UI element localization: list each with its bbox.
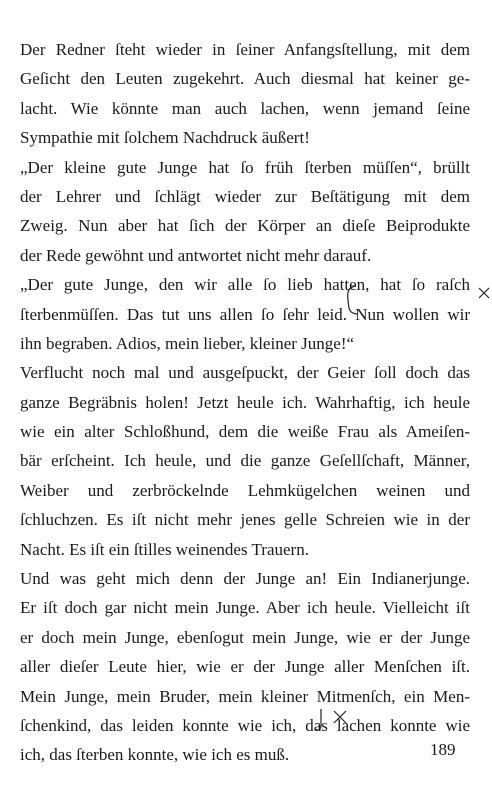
text-line: der Lehrer und ſchlägt wieder zur Beſtätigung mit dem: [20, 186, 470, 206]
text-line: „Der kleine gute Junge hat ſo früh ſterben müſſen“, brüllt: [20, 157, 470, 177]
text-line: lacht. Wie könnte man auch lachen, wenn jemand ſeine: [20, 98, 470, 118]
text-line: ſterbenmüſſen. Das tut uns allen ſo ſehr leid. Nun wollen wir: [20, 304, 470, 324]
text-line: bär erſcheint. Ich heule, und die ganze Geſellſchaft, Männer,: [20, 451, 470, 471]
text-line: Und was geht mich denn der Junge an! Ein Indianerjunge.: [20, 569, 470, 589]
text-line: ganze Begräbnis holen! Jetzt heule ich. Wahrhaftig, ich heule: [20, 392, 470, 412]
text-line: Nacht. Es iſt ein ſtilles weinendes Trauern.: [20, 539, 309, 559]
page-number: 189: [430, 740, 456, 759]
text-line: der Rede gewöhnt und antwortet nicht mehr darauf.: [20, 245, 372, 265]
text-line: ſchluchzen. Es iſt nicht mehr jenes gelle Schreien wie in der: [20, 510, 470, 530]
text-line: aller dieſer Leute hier, wie er der Junge aller Menſchen iſt.: [20, 657, 470, 677]
text-line: Mein Junge, mein Bruder, mein kleiner Mitmenſch, ein Men-: [20, 686, 470, 706]
text-line: er doch mein Junge, ebenſogut mein Junge, wie er der Junge: [20, 627, 470, 647]
text-line: Verflucht noch mal und ausgeſpuckt, der Geier ſoll doch das: [20, 363, 470, 383]
text-line: Zweig. Nun aber hat ſich der Körper an dieſe Beiprodukte: [20, 216, 470, 236]
text-line: ihn begraben. Adios, mein lieber, kleiner Junge!“: [20, 333, 355, 353]
text-line: Der Redner ſteht wieder in ſeiner Anfangsſtellung, mit dem: [20, 40, 470, 59]
text-line: ſchenkind, das leiden konnte wie ich, das lachen konnte wie: [20, 715, 470, 735]
text-line: Weiber und zerbröckelnde Lehmkügelchen weinen und: [20, 480, 470, 500]
text-line: wie ein alter Schloßhund, dem die weiße Frau als Ameiſen-: [20, 422, 470, 442]
text-line: Geſicht den Leuten zugekehrt. Auch diesmal hat keiner ge-: [20, 69, 470, 89]
hook-x-mark-icon: [312, 705, 350, 735]
x-mark-icon: [478, 287, 490, 299]
text-line: ich, das ſterben konnte, wie ich es muß.: [20, 745, 290, 765]
body-text: [20, 35, 470, 770]
text-line: Er iſt doch gar nicht mein Junge. Aber ich heule. Vielleicht iſt: [20, 598, 470, 618]
text-line: Sympathie mit ſolchem Nachdruck äußert!: [20, 128, 310, 148]
text-line: „Der gute Junge, den wir alle ſo lieb hatten, hat ſo raſch: [20, 275, 470, 295]
bracket-mark-icon: [343, 284, 359, 316]
